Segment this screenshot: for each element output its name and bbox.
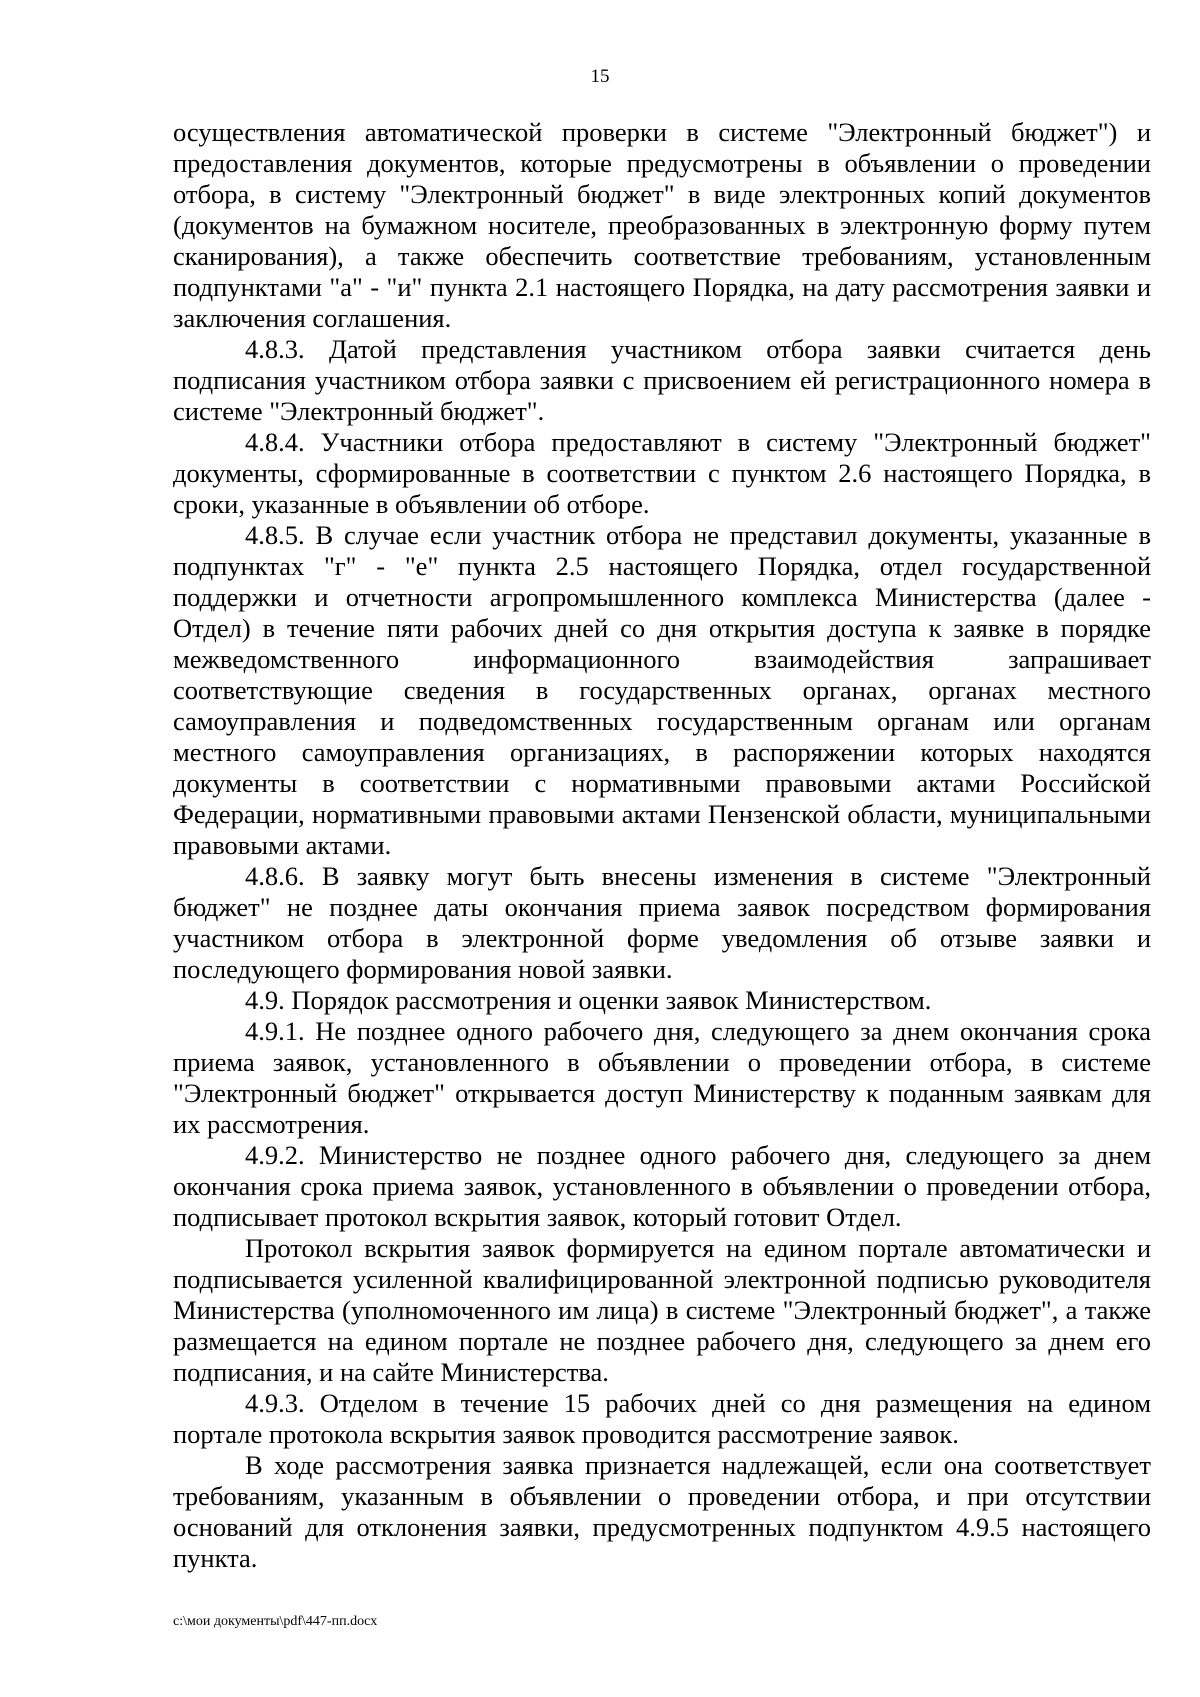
paragraph: 4.9.2. Министерство не позднее одного рабочего дня, следующего за днем окончания срока приема заявок, установленного в объявлении о проведении отбора, подписывает протокол вскрытия заявок, который готовит Отдел.	[173, 1140, 1151, 1232]
paragraph: 4.8.3. Датой представления участником отбора заявки считается день подписания участником отбора заявки с присвоением ей регистрационного номера в системе "Электронный бюджет".	[173, 334, 1151, 426]
paragraph: 4.9. Порядок рассмотрения и оценки заявок Министерством.	[245, 985, 932, 1015]
paragraph: В ходе рассмотрения заявка признается надлежащей, если она соответствует требованиям, указанным в объявлении о проведении отбора, и при отсутствии оснований для отклонения заявки, предусмотренных подпунктом 4.9.5 настоящего пункта.	[173, 1450, 1151, 1573]
paragraph: 4.9.1. Не позднее одного рабочего дня, следующего за днем окончания срока приема заявок, установленного в объявлении о проведении отбора, в системе "Электронный бюджет" открывается доступ Министерству к поданным заявкам для их рассмотрения.	[173, 1016, 1151, 1139]
page-number: 15	[590, 66, 610, 87]
paragraph: 4.8.4. Участники отбора предоставляют в систему "Электронный бюджет" документы, сформированные в соответствии с пунктом 2.6 настоящего Порядка, в сроки, указанные в объявлении об отборе.	[173, 427, 1151, 519]
paragraph: 4.8.6. В заявку могут быть внесены изменения в системе "Электронный бюджет" не позднее даты окончания приема заявок посредством формирования участником отбора в электронной форме уведомления об отзыве заявки и последующего формирования новой заявки.	[173, 861, 1151, 984]
paragraph: 4.9.3. Отделом в течение 15 рабочих дней со дня размещения на едином портале протокола вскрытия заявок проводится рассмотрение заявок.	[173, 1388, 1151, 1449]
paragraph: осуществления автоматической проверки в системе "Электронный бюджет") и предоставления документов, которые предусмотрены в объявлении о проведении отбора, в систему "Электронный бюджет" в виде электронных копий документов (документов на бумажном носителе, преобразованных в электронную форму путем сканирования), а также обеспечить соответствие требованиям, установленным подпунктами "а" - "и" пункта 2.1 настоящего Порядка, на дату рассмотрения заявки и заключения соглашения.	[173, 117, 1151, 333]
footer-file-path: c:\мои документы\pdf\447-пп.docx	[173, 1614, 378, 1629]
paragraph: Протокол вскрытия заявок формируется на едином портале автоматически и подписывается усиленной квалифицированной электронной подписью руководителя Министерства (уполномоченного им лица) в системе "Электронный бюджет", а также размещается на едином портале не позднее рабочего дня, следующего за днем его подписания, и на сайте Министерства.	[173, 1233, 1151, 1387]
document-body	[173, 117, 1151, 1574]
paragraph: 4.8.5. В случае если участник отбора не представил документы, указанные в подпунктах "г" - "е" пункта 2.5 настоящего Порядка, отдел государственной поддержки и отчетности агропромышленного комплекса Министерства (далее - Отдел) в течение пяти рабочих дней со дня открытия доступа к заявке в порядке межведомственного информационного взаимодействия запрашивает соответствующие сведения в государственных органах, органах местного самоуправления и подведомственных государственным органам или органам местного самоуправления организациях, в распоряжении которых находятся документы в соответствии с нормативными правовыми актами Российской Федерации, нормативными правовыми актами Пензенской области, муниципальными правовыми актами.	[173, 520, 1151, 860]
